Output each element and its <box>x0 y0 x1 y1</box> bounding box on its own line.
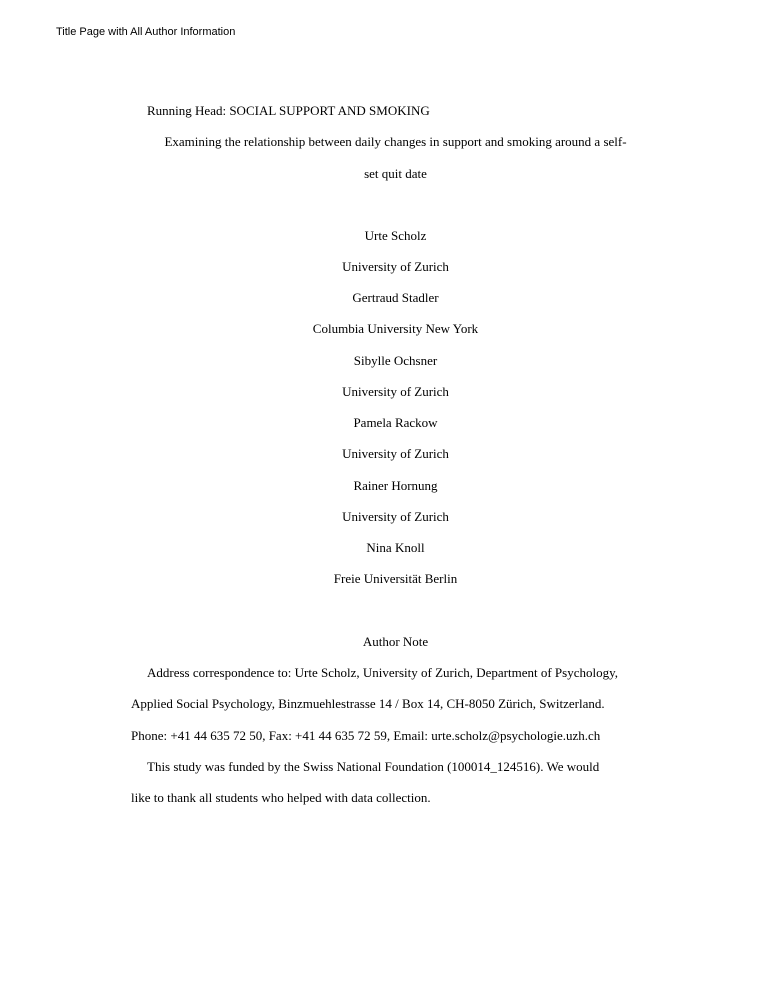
author-name: Rainer Hornung <box>353 478 438 493</box>
correspondence-line-3: Phone: +41 44 635 72 50, Fax: +41 44 635 72 59, Email: urte.scholz@psychologie.uzh.ch <box>131 728 601 743</box>
title-line-2: set quit date <box>364 166 427 181</box>
author-name: Urte Scholz <box>364 228 427 243</box>
author-affiliation: University of Zurich <box>342 509 449 524</box>
author-affiliation: University of Zurich <box>342 446 449 461</box>
author-note-heading: Author Note <box>362 634 429 649</box>
running-head: Running Head: SOCIAL SUPPORT AND SMOKING <box>147 103 430 118</box>
author-name: Gertraud Stadler <box>352 290 439 305</box>
correspondence-line-2: Applied Social Psychology, Binzmuehlestrasse 14 / Box 14, CH-8050 Zürich, Switzerland. <box>131 696 605 711</box>
funding-line-2: like to thank all students who helped with data collection. <box>131 790 431 805</box>
title-line-1: Examining the relationship between daily changes in support and smoking around a self- <box>164 134 627 149</box>
author-affiliation: Freie Universität Berlin <box>333 571 458 586</box>
document-label: Title Page with All Author Information <box>56 26 236 38</box>
author-affiliation: Columbia University New York <box>312 321 479 336</box>
author-affiliation: University of Zurich <box>342 259 449 274</box>
author-name: Sibylle Ochsner <box>353 353 438 368</box>
author-affiliation: University of Zurich <box>342 384 449 399</box>
funding-line-1: This study was funded by the Swiss National Foundation (100014_124516). We would <box>147 759 600 774</box>
correspondence-line-1: Address correspondence to: Urte Scholz, University of Zurich, Department of Psychology, <box>147 665 619 680</box>
author-name: Nina Knoll <box>366 540 425 555</box>
author-name: Pamela Rackow <box>353 415 438 430</box>
